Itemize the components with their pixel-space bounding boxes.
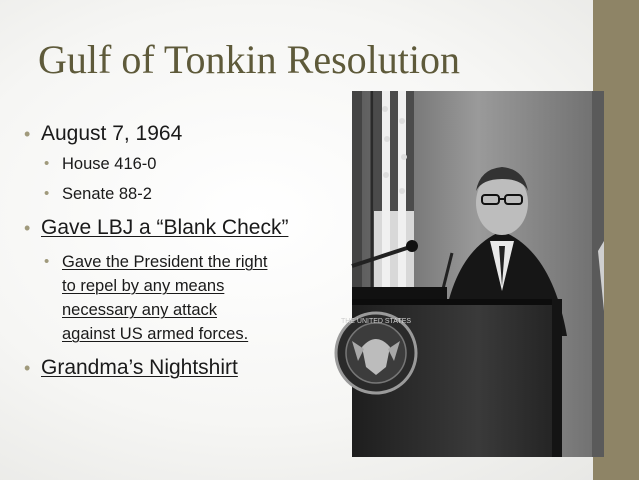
bullet-dot-icon: • [44,155,50,172]
presidential-seal-icon [336,313,416,393]
bullet-text: Grandma’s Nightshirt [41,356,238,379]
bullet-text: House 416-0 [62,155,157,173]
seal-text: THE UNITED STATES [340,318,412,325]
bullet-dot-icon: • [24,124,31,144]
bullet-text-line: against US armed forces. [62,325,249,343]
bullet-dot-icon: • [44,185,50,202]
bullet-list [22,120,342,386]
bullet-level1 [22,354,342,382]
bullet-level2 [43,152,342,176]
bullet-text: Senate 88-2 [62,185,152,203]
bullet-text: August 7, 1964 [41,122,183,145]
bullet-level2 [43,250,342,346]
bullet-text-line: necessary any attack [62,301,217,319]
bullet-level1 [22,214,342,242]
slide-title: Gulf of Tonkin Resolution [38,37,461,82]
bullet-dot-icon: • [24,358,31,378]
president-at-podium-photo [340,91,604,457]
bullet-dot-icon: • [44,253,50,270]
bullet-text: Gave LBJ a “Blank Check” [41,216,289,239]
bullet-text-line: Gave the President the right [62,253,268,271]
bullet-text-line: to repel by any means [62,277,225,295]
bullet-level2 [43,182,342,206]
bullet-dot-icon: • [24,218,31,238]
bullet-level1 [22,120,342,148]
